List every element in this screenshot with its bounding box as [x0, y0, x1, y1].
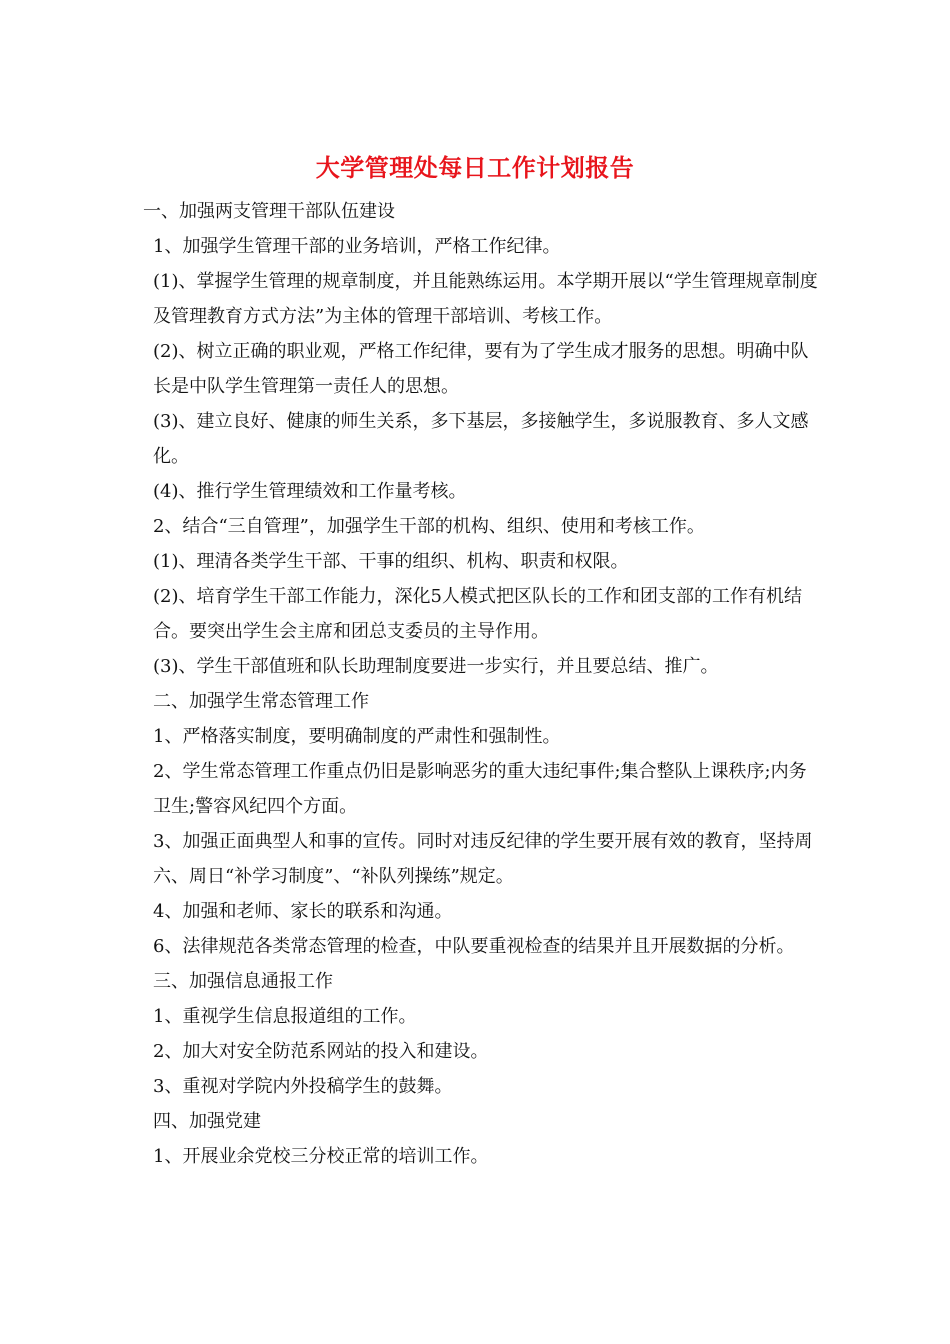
paragraph: 三、加强信息通报工作	[153, 971, 333, 992]
document-title: 大学管理处每日工作计划报告	[315, 153, 635, 182]
paragraph: (2)、培育学生干部工作能力，深化5人模式把区队长的工作和团支部的工作有机结合。要突出学生会主席和团总支委员的主导作用。	[153, 586, 802, 642]
paragraph: 3、重视对学院内外投稿学生的鼓舞。	[153, 1076, 453, 1097]
paragraph: (1)、掌握学生管理的规章制度，并且能熟练运用。本学期开展以“学生管理规章制度及管理教育方式方法”为主体的管理干部培训、考核工作。	[153, 271, 818, 327]
paragraph: 1、开展业余党校三分校正常的培训工作。	[153, 1146, 489, 1167]
paragraph: (2)、树立正确的职业观，严格工作纪律，要有为了学生成才服务的思想。明确中队长是中队学生管理第一责任人的思想。	[153, 341, 809, 397]
paragraph: (4)、推行学生管理绩效和工作量考核。	[153, 481, 467, 502]
paragraph: 2、学生常态管理工作重点仍旧是影响恶劣的重大违纪事件;集合整队上课秩序;内务卫生;警容风纪四个方面。	[153, 761, 807, 817]
paragraph: (3)、学生干部值班和队长助理制度要进一步实行，并且要总结、推广。	[153, 656, 719, 677]
paragraph: 1、重视学生信息报道组的工作。	[153, 1006, 417, 1027]
paragraph: 6、法律规范各类常态管理的检查，中队要重视检查的结果并且开展数据的分析。	[153, 936, 795, 957]
document-body	[143, 194, 823, 1174]
paragraph: (1)、理清各类学生干部、干事的组织、机构、职责和权限。	[153, 551, 629, 572]
paragraph: 四、加强党建	[153, 1111, 261, 1132]
paragraph: 2、结合“三自管理”，加强学生干部的机构、组织、使用和考核工作。	[153, 516, 705, 537]
paragraph: 二、加强学生常态管理工作	[153, 691, 369, 712]
paragraph: 3、加强正面典型人和事的宣传。同时对违反纪律的学生要开展有效的教育，坚持周六、周日“补学习制度”、“补队列操练”规定。	[153, 831, 813, 887]
paragraph: 2、加大对安全防范系网站的投入和建设。	[153, 1041, 489, 1062]
paragraph: (3)、建立良好、健康的师生关系，多下基层，多接触学生，多说服教育、多人文感化。	[153, 411, 809, 467]
paragraph: 一、加强两支管理干部队伍建设	[143, 201, 395, 222]
paragraph: 4、加强和老师、家长的联系和沟通。	[153, 901, 453, 922]
paragraph: 1、加强学生管理干部的业务培训，严格工作纪律。	[153, 236, 561, 257]
paragraph: 1、严格落实制度，要明确制度的严肃性和强制性。	[153, 726, 561, 747]
